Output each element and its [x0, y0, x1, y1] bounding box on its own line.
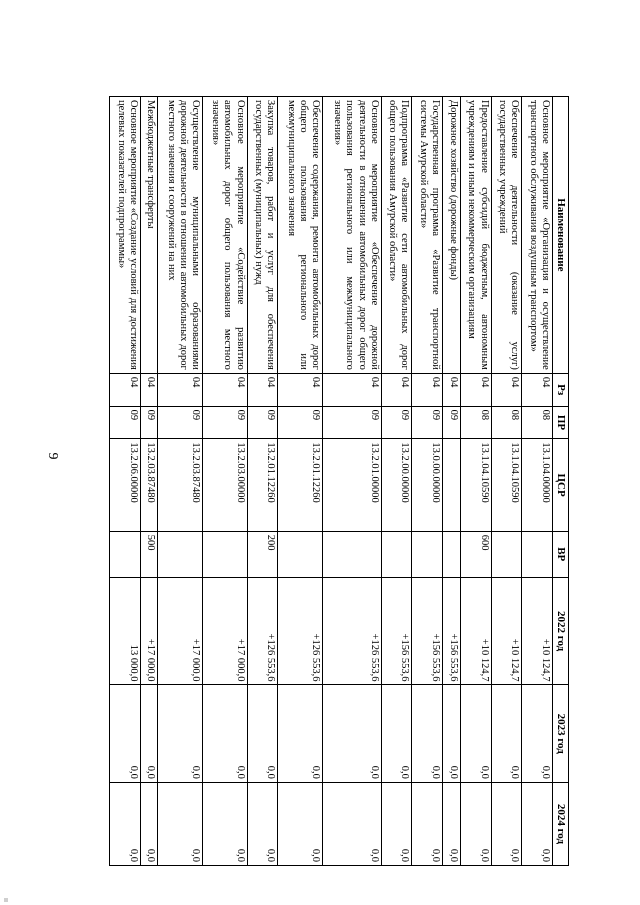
cell-2024: 0,0: [323, 782, 381, 865]
cell-rz: 04: [202, 373, 247, 406]
cell-pr: 09: [141, 406, 158, 439]
cell-2022: +10 124,7: [522, 577, 553, 685]
header-pr: ПР: [553, 406, 569, 439]
cell-2024: 0,0: [491, 782, 522, 865]
cell-vr: 200: [247, 531, 278, 577]
page-number: 9: [45, 452, 60, 460]
cell-csr: 13.1.04.10590: [491, 439, 522, 531]
header-name: Наименование: [553, 97, 569, 374]
table-row: [522, 97, 553, 866]
table-row: [141, 97, 158, 866]
cell-2023: 0,0: [460, 685, 491, 782]
cell-pr: 08: [460, 406, 491, 439]
table-row: [491, 97, 522, 866]
cell-2024: 0,0: [381, 782, 412, 865]
cell-csr: 13.2.01.12260: [278, 439, 323, 531]
cell-csr: 13.1.04.10590: [460, 439, 491, 531]
cell-2024: 0,0: [278, 782, 323, 865]
cell-csr: 13.2.01.00000: [323, 439, 381, 531]
cell-rz: 04: [412, 373, 443, 406]
cell-csr: [443, 439, 460, 531]
budget-table: [109, 96, 569, 866]
cell-2023: 0,0: [141, 685, 158, 782]
cell-rz: 04: [491, 373, 522, 406]
cell-vr: [202, 531, 247, 577]
cell-2023: 0,0: [278, 685, 323, 782]
cell-vr: [110, 531, 141, 577]
table-row: [202, 97, 247, 866]
header-vr: ВР: [553, 531, 569, 577]
cell-2022: +156 553,6: [412, 577, 443, 685]
cell-rz: 04: [323, 373, 381, 406]
cell-name: Дорожное хозяйство (дорожные фонды): [443, 97, 460, 374]
cell-name: Осуществление муниципальными образованиями дорожной деятельности в отношении автомобильных дорог местного значения и сооружений на них: [158, 97, 203, 374]
cell-2022: +126 553,6: [323, 577, 381, 685]
cell-vr: [491, 531, 522, 577]
cell-vr: [381, 531, 412, 577]
cell-2024: 0,0: [202, 782, 247, 865]
cell-pr: 09: [158, 406, 203, 439]
table-row: [247, 97, 278, 866]
cell-2024: 0,0: [522, 782, 553, 865]
cell-2024: 0,0: [110, 782, 141, 865]
cell-2024: 0,0: [443, 782, 460, 865]
cell-2023: 0,0: [491, 685, 522, 782]
cell-pr: 09: [412, 406, 443, 439]
cell-vr: [522, 531, 553, 577]
cell-2024: 0,0: [158, 782, 203, 865]
header-csr: ЦСР: [553, 439, 569, 531]
cell-name: Основное мероприятие «Обеспечение дорожной деятельности в отношении автомобильных дорог общего пользования регионального или межмуниципального значения»: [323, 97, 381, 374]
header-2023: 2023 год: [553, 685, 569, 782]
scan-mark: [4, 898, 8, 902]
header-rz: Рз: [553, 373, 569, 406]
cell-2024: 0,0: [247, 782, 278, 865]
cell-name: Закупка товаров, работ и услуг для обеспечения государственных (муниципальных) нужд: [247, 97, 278, 374]
cell-vr: [323, 531, 381, 577]
cell-pr: 09: [110, 406, 141, 439]
cell-2022: +17 000,0: [141, 577, 158, 685]
cell-rz: 04: [110, 373, 141, 406]
table-row: [278, 97, 323, 866]
cell-name: Государственная программа «Развитие транспортной системы Амурской области»: [412, 97, 443, 374]
table-header-row: [553, 97, 569, 866]
cell-2024: 0,0: [460, 782, 491, 865]
cell-pr: 08: [522, 406, 553, 439]
cell-vr: [443, 531, 460, 577]
cell-rz: 04: [443, 373, 460, 406]
cell-2022: +17 000,0: [158, 577, 203, 685]
cell-csr: 13.1.04.00000: [522, 439, 553, 531]
cell-rz: 04: [247, 373, 278, 406]
cell-pr: 09: [202, 406, 247, 439]
cell-name: Основное мероприятие «Создание условий для достижения целевых показателей подпрограммы»: [110, 97, 141, 374]
cell-2022: +17 000,0: [202, 577, 247, 685]
cell-rz: 04: [158, 373, 203, 406]
cell-csr: 13.2.01.12260: [247, 439, 278, 531]
cell-rz: 04: [460, 373, 491, 406]
cell-csr: 13.2.03.87480: [141, 439, 158, 531]
cell-name: Основное мероприятие «Содействие развитию автомобильных дорог общего пользования местного значения»: [202, 97, 247, 374]
cell-pr: 09: [323, 406, 381, 439]
header-2024: 2024 год: [553, 782, 569, 865]
cell-2023: 0,0: [443, 685, 460, 782]
cell-pr: 08: [491, 406, 522, 439]
cell-name: Обеспечение содержания, ремонта автомобильных дорог общего пользования регионального или межмуниципального значения: [278, 97, 323, 374]
cell-pr: 09: [443, 406, 460, 439]
table-body: [110, 97, 553, 866]
table-row: [412, 97, 443, 866]
cell-2023: 0,0: [412, 685, 443, 782]
table-row: [443, 97, 460, 866]
cell-name: Подпрограмма «Развитие сети автомобильных дорог общего пользования Амурской области»: [381, 97, 412, 374]
cell-pr: 09: [247, 406, 278, 439]
cell-2022: +156 553,6: [381, 577, 412, 685]
cell-2023: 0,0: [381, 685, 412, 782]
cell-csr: 13.0.00.00000: [412, 439, 443, 531]
cell-2022: +10 124,7: [491, 577, 522, 685]
cell-vr: 500: [141, 531, 158, 577]
cell-2022: +10 124,7: [460, 577, 491, 685]
cell-2022: +126 553,6: [247, 577, 278, 685]
cell-2022: +156 553,6: [443, 577, 460, 685]
header-2022: 2022 год: [553, 577, 569, 685]
cell-rz: 04: [381, 373, 412, 406]
cell-csr: 13.2.06.00000: [110, 439, 141, 531]
cell-csr: 13.2.03.87480: [158, 439, 203, 531]
cell-csr: 13.2.00.00000: [381, 439, 412, 531]
cell-vr: [158, 531, 203, 577]
cell-name: Обеспечение деятельности (оказание услуг) государственных учреждений: [491, 97, 522, 374]
cell-pr: 09: [278, 406, 323, 439]
cell-pr: 09: [381, 406, 412, 439]
cell-2023: 0,0: [522, 685, 553, 782]
cell-csr: 13.2.03.00000: [202, 439, 247, 531]
cell-rz: 04: [278, 373, 323, 406]
cell-rz: 04: [141, 373, 158, 406]
cell-vr: 600: [460, 531, 491, 577]
cell-name: Предоставление субсидий бюджетным, автономным учреждениям и иным некоммерческим организациям: [460, 97, 491, 374]
cell-2023: 0,0: [202, 685, 247, 782]
cell-vr: [278, 531, 323, 577]
cell-2023: 0,0: [247, 685, 278, 782]
cell-2022: 13 000,0: [110, 577, 141, 685]
rotated-table-wrapper: [109, 96, 569, 866]
cell-2022: +126 553,6: [278, 577, 323, 685]
table-row: [323, 97, 381, 866]
table-row: [110, 97, 141, 866]
cell-vr: [412, 531, 443, 577]
cell-2023: 0,0: [110, 685, 141, 782]
cell-rz: 04: [522, 373, 553, 406]
table-row: [381, 97, 412, 866]
cell-2024: 0,0: [412, 782, 443, 865]
cell-2023: 0,0: [323, 685, 381, 782]
cell-2023: 0,0: [158, 685, 203, 782]
cell-name: Межбюджетные трансферты: [141, 97, 158, 374]
cell-name: Основное мероприятие «Организация и осуществление транспортного обслуживания воздушным транспортом»: [522, 97, 553, 374]
cell-2024: 0,0: [141, 782, 158, 865]
table-row: [460, 97, 491, 866]
table-row: [158, 97, 203, 866]
